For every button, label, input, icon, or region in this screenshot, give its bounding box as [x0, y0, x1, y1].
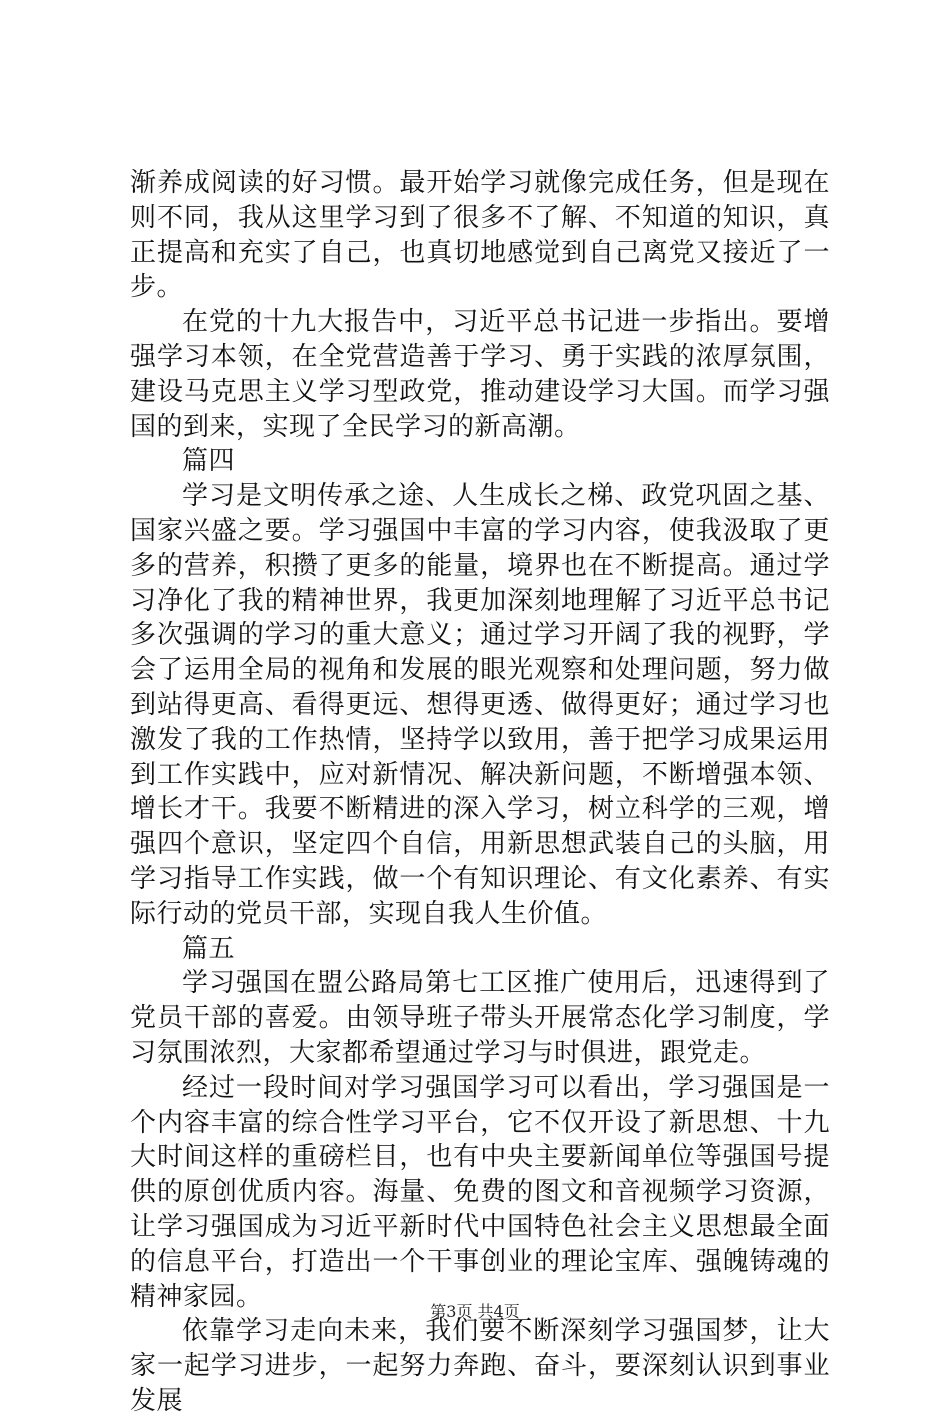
section-heading-part-five: 篇五 — [182, 933, 236, 964]
section-heading-part-four: 篇四 — [182, 446, 236, 477]
document-body — [130, 166, 830, 1419]
paragraph-continuation: 渐养成阅读的好习惯。最开始学习就像完成任务，但是现在则不同，我从这里学习到了很多不了解、不知道的知识，真正提高和充实了自己，也真切地感觉到自己离党又接近了一步。 — [130, 168, 830, 303]
paragraph-report-quote: 在党的十九大报告中，习近平总书记进一步指出。要增强学习本领，在全党营造善于学习、勇于实践的浓厚氛围，建设马克思主义学习型政党，推动建设学习大国。而学习强国的到来，实现了全民学习的新高潮。 — [130, 307, 830, 442]
page-indicator: 第3页 共4页 — [430, 1302, 520, 1321]
paragraph-part-five-platform: 经过一段时间对学习强国学习可以看出，学习强国是一个内容丰富的综合性学习平台，它不仅开设了新思想、十九大时间这样的重磅栏目，也有中央主要新闻单位等强国号提供的原创优质内容。海量、免费的图文和音视频学习资源，让学习强国成为习近平新时代中国特色社会主义思想最全面的信息平台，打造出一个干事创业的理论宝库、强魄铸魂的精神家园。 — [130, 1072, 830, 1312]
paragraph-part-five-intro: 学习强国在盟公路局第七工区推广使用后，迅速得到了党员干部的喜爱。由领导班子带头开展常态化学习制度，学习氛围浓烈，大家都希望通过学习与时俱进，跟党走。 — [130, 968, 830, 1068]
page-footer — [0, 1302, 950, 1322]
paragraph-part-five-future: 依靠学习走向未来，我们要不断深刻学习强国梦，让大家一起学习进步，一起努力奔跑、奋斗，要深刻认识到事业发展 — [130, 1316, 830, 1416]
paragraph-part-four: 学习是文明传承之途、人生成长之梯、政党巩固之基、国家兴盛之要。学习强国中丰富的学习内容，使我汲取了更多的营养，积攒了更多的能量，境界也在不断提高。通过学习净化了我的精神世界，我更加深刻地理解了习近平总书记多次强调的学习的重大意义；通过学习开阔了我的视野，学会了运用全局的视角和发展的眼光观察和处理问题，努力做到站得更高、看得更远、想得更透、做得更好；通过学习也激发了我的工作热情，坚持学以致用，善于把学习成果运用到工作实践中，应对新情况、解决新问题，不断增强本领、增长才干。我要不断精进的深入学习，树立科学的三观，增强四个意识，坚定四个自信，用新思想武装自己的头脑，用学习指导工作实践，做一个有知识理论、有文化素养、有实际行动的党员干部，实现自我人生价值。 — [130, 481, 830, 929]
